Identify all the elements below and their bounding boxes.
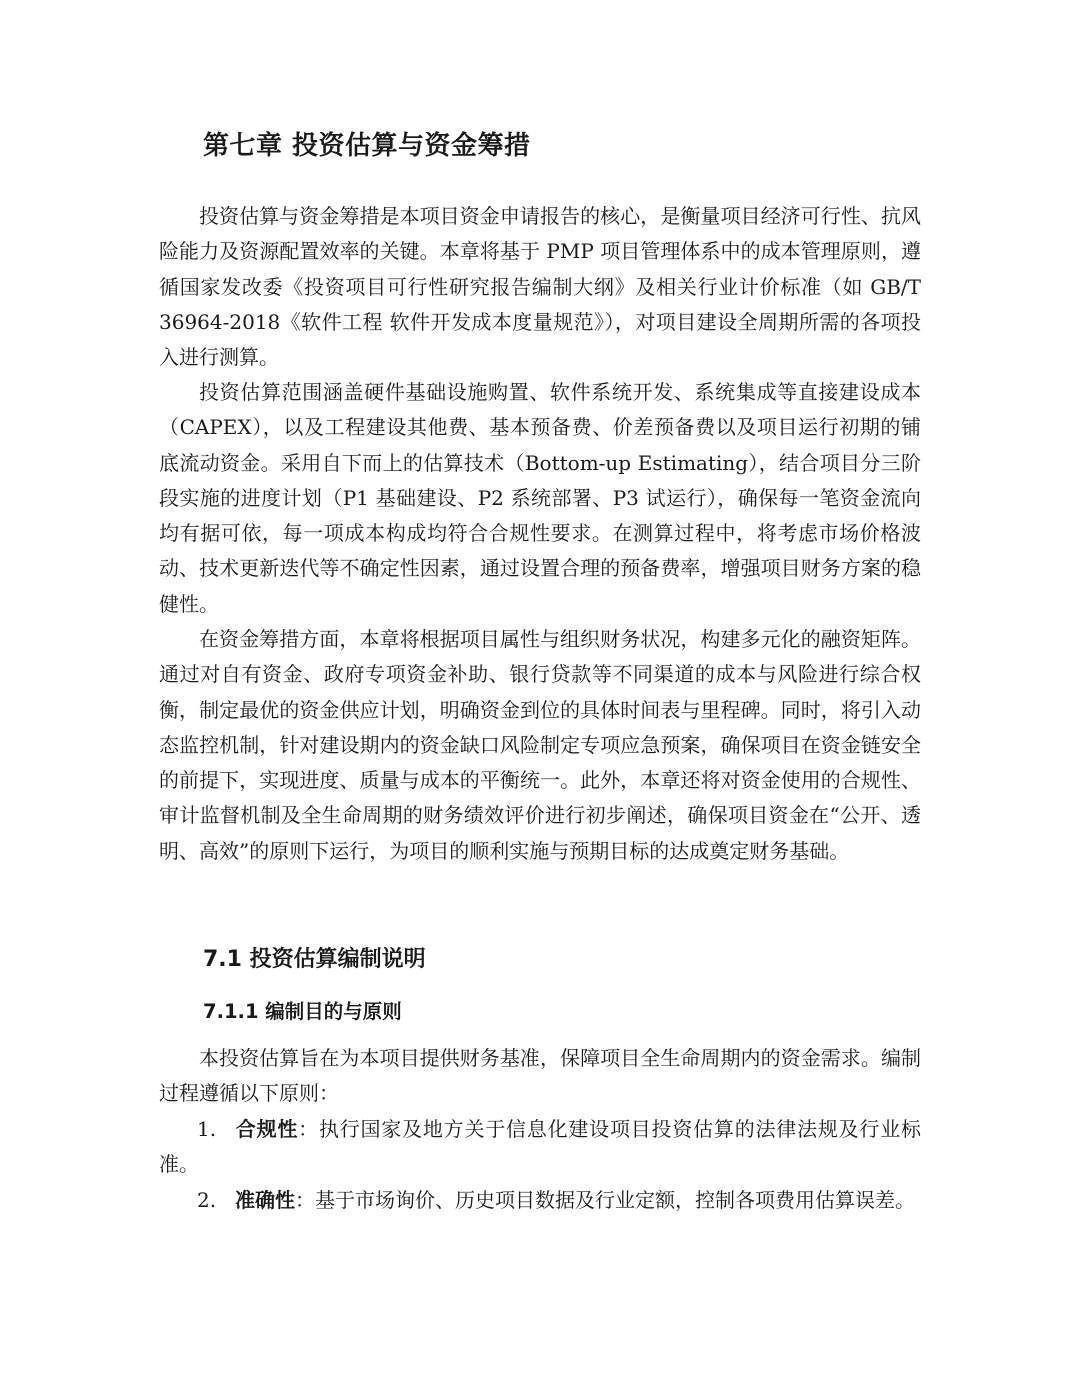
- chapter-title: 第七章 投资估算与资金筹措: [203, 131, 531, 161]
- principle-term: 准确性: [235, 1188, 295, 1212]
- intro-paragraph-1: 投资估算与资金筹措是本项目资金申请报告的核心，是衡量项目经济可行性、抗风险能力及资源配置效率的关键。本章将基于 PMP 项目管理体系中的成本管理原则，遵循国家发改委《投资项目可行性研究报告编制大纲》及相关行业计价标准（如 GB/T 36964-2018《软件工程 软件开发成本度量规范》），对项目建设全周期所需的各项投入进行测算。: [159, 204, 921, 370]
- subsection-intro-paragraph: 本投资估算旨在为本项目提供财务基准，保障项目全生命周期内的资金需求。编制过程遵循以下原则：: [159, 1046, 921, 1106]
- principle-item-1: [159, 1112, 921, 1183]
- principle-text: ：基于市场询价、历史项目数据及行业定额，控制各项费用估算误差。: [295, 1188, 915, 1212]
- principle-number: 1.: [197, 1117, 217, 1141]
- subsection-heading-7-1-1: 7.1.1 编制目的与原则: [203, 1000, 402, 1023]
- section-heading-7-1: 7.1 投资估算编制说明: [203, 947, 426, 972]
- intro-paragraph-3: 在资金筹措方面，本章将根据项目属性与组织财务状况，构建多元化的融资矩阵。通过对自有资金、政府专项资金补助、银行贷款等不同渠道的成本与风险进行综合权衡，制定最优的资金供应计划，明确资金到位的具体时间表与里程碑。同时，将引入动态监控机制，针对建设期内的资金缺口风险制定专项应急预案，确保项目在资金链安全的前提下，实现进度、质量与成本的平衡统一。此外，本章还将对资金使用的合规性、审计监督机制及全生命周期的财务绩效评价进行初步阐述，确保项目资金在“公开、透明、高效”的原则下运行，为项目的顺利实施与预期目标的达成奠定财务基础。: [159, 627, 921, 863]
- principle-text: ：执行国家及地方关于信息化建设项目投资估算的法律法规及行业标准。: [159, 1117, 922, 1177]
- principle-number: 2.: [197, 1188, 217, 1212]
- intro-paragraph-2: 投资估算范围涵盖硬件基础设施购置、软件系统开发、系统集成等直接建设成本（CAPEX），以及工程建设其他费、基本预备费、价差预备费以及项目运行初期的铺底流动资金。采用自下而上的估算技术（Bottom-up Estimating），结合项目分三阶段实施的进度计划（P1 基础建设、P2 系统部署、P3 试运行），确保每一笔资金流向均有据可依，每一项成本构成均符合合规性要求。在测算过程中，将考虑市场价格波动、技术更新迭代等不确定性因素，通过设置合理的预备费率，增强项目财务方案的稳健性。: [159, 380, 921, 616]
- principle-term: 合规性: [235, 1117, 299, 1141]
- principle-item-2: [159, 1183, 921, 1218]
